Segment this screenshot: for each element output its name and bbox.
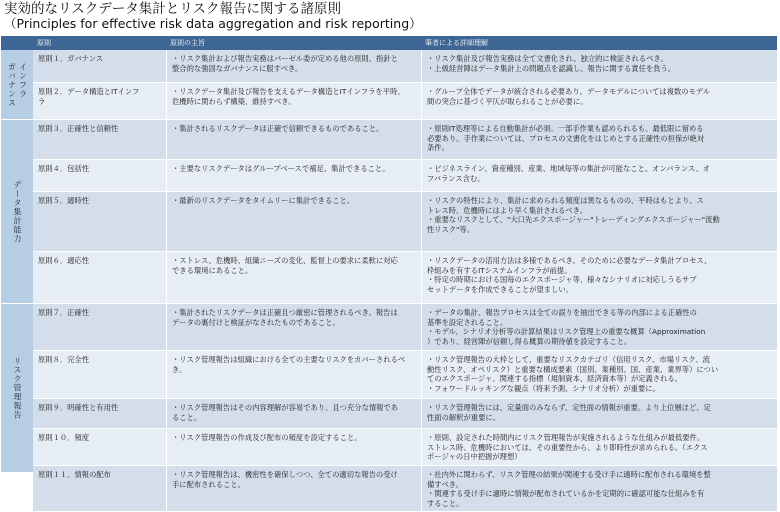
table-row — [33, 351, 777, 399]
header-summary: 原則の主旨 — [170, 39, 205, 47]
principle-cell: 原則８．完全性 — [38, 355, 90, 364]
notes-cell: ・原則IT処理等による自動集計が必須。一部手作業も認められるも、最低限に留める 必要あり。手作業については、プロセスの文書化をはじめとする正確性の担保が絶対 条件。 — [421, 120, 777, 159]
summary-cell: ・集計されたリスクデータは正確且つ厳密に管理されるべき。報告は データの裏付けと検証がなされたものであること。 — [166, 304, 421, 350]
header-notes: 筆者による詳細理解 — [425, 39, 488, 47]
principle-cell: 原則１１．情報の配布 — [38, 470, 111, 479]
notes-cell: ・リスク集計及び報告実務は全て文書化され、独立的に検証されるべき。 ・上級経営陣はデータ集計上の問題点を認識し、報告に関する責任を負う。 — [421, 50, 777, 82]
notes-cell: ・リスク管理報告には、定量面のみならず、定性面の情報が重要。より上位層ほど、定 性面の解釈が重要に。 — [421, 399, 777, 428]
group-label — [1, 180, 33, 243]
summary-cell: ・最新のリスクデータをタイムリーに集計できること。 — [166, 192, 421, 251]
notes-cell: ・社内外に関わらず、リスク管理の結果が関連する受け手に適時に配布される環境を整 備すべき。 ・関連する受け手に適時に情報が配布されているかを定期的に確認可能な仕組みを有 すること。 — [421, 466, 777, 511]
principle-cell: 原則６．適応性 — [38, 256, 90, 265]
table-header — [1, 36, 777, 50]
table-row — [33, 429, 777, 466]
summary-cell: ・リスクデータ集計及び報告を支えるデータ構造とITインフラを平時、 危機時に関わらず構築、維持すべき。 — [166, 83, 421, 119]
principle-cell: 原則１０．頻度 — [38, 433, 90, 442]
table-row — [33, 304, 777, 351]
summary-cell: ・ストレス、危機時、組織ニーズの変化、監督上の要求に柔軟に対応 できる環境にあること。 — [166, 252, 421, 303]
group-label-col: データ集計能力 — [13, 180, 22, 243]
summary-cell: ・主要なリスクデータはグループベースで補足、集計できること。 — [166, 160, 421, 191]
group-label-col: ガバナンス — [7, 62, 17, 107]
group-label — [1, 357, 33, 420]
table-row — [33, 50, 777, 83]
group-label-col: リスク管理報告 — [13, 356, 22, 420]
summary-cell: ・リスク管理報告はその内容理解が容易であり、且つ充分な情報であ ること。 — [166, 399, 421, 428]
summary-cell: ・集計されるリスクデータは正確で信頼できるものであること。 — [166, 120, 421, 159]
principle-cell: 原則９．明確性と有用性 — [38, 403, 119, 412]
group-label-col: インフラ — [18, 62, 28, 98]
principle-cell: 原則５．適時性 — [38, 196, 90, 205]
table-row — [33, 120, 777, 160]
notes-cell: ・リスクの特性により、集計に求められる頻度は異なるものの、平時はもとより、ス トレス時、危機時にはより早く集計されるべき。 ・重要なリスクとして、"大口先エクスポージャー"トレーディングエクスポージャー"流動 性リスク"等。 — [421, 192, 777, 251]
group-data-aggregation — [1, 120, 33, 304]
principle-cell: 原則４．包括性 — [38, 164, 90, 173]
notes-cell: ・リスクデータの活用方法は多様であるべき。そのために必要なデータ集計プロセス、 枠組みを有するITシステムインフラが前提。 ・特定の時期における国毎のエクスポージャ等、様々なシナリオに対応しうるサブ セットデータを作成できることが望ましい。 — [421, 252, 777, 303]
summary-cell: ・リスク管理報告は組織における全ての主要なリスクをカバーされるべ き。 — [166, 351, 421, 398]
page-title: 実効的なリスクデータ集計とリスク報告に関する諸原則 — [4, 1, 341, 17]
notes-cell: ・ビジネスライン、資産種別、産業、地域毎等の集計が可能なこと。オンバランス、オ フバランス含む。 — [421, 160, 777, 191]
principle-cell: 原則３．正確性と信頼性 — [38, 124, 119, 133]
principle-cell: 原則２．データ構造とITインフ ラ — [38, 87, 140, 106]
group-risk-reporting — [1, 304, 33, 473]
header-principle: 原則 — [37, 39, 51, 47]
group-governance-infra — [1, 50, 33, 120]
notes-cell: ・リスク管理報告の大枠として、重要なリスクカテゴリ（信用リスク、市場リスク、流 動性リスク、オペリスク）と重要な構成要素（国別、業種別、国、産業、業界等）につい てのエクスポージャ、関連する指標（規制資本、経済資本等）が定義される。 ・フォワードルッキングな観点（将来予測、シナリオ分析）が重要に。 — [421, 351, 777, 398]
notes-cell: ・グループ全体でデータが統合される必要あり。データモデルについては複数のモデル 間の突合に基づく平仄が取られることが必要に。 — [421, 83, 777, 119]
table-row — [33, 252, 777, 304]
table-row — [33, 83, 777, 120]
summary-cell: ・リスク管理報告は、機密性を確保しつつ、全ての適切な報告の受け 手に配布されること。 — [166, 466, 421, 511]
summary-cell: ・リスク集計および報告実務はバーゼル委が定める他の原則、指針と 整合的な強固なガバナンスに服すべき。 — [166, 50, 421, 82]
table-row — [33, 466, 777, 512]
table-row — [33, 399, 777, 429]
notes-cell: ・データの集計、報告プロセスは全ての誤りを抽出できる等の内部による正確性の 基準を設定されること。 ・モデル、シナリオ分析等の計算結果はリスク管理上の重要な概算（Approximation ）であり、経営陣が信頼し得る概算の期待値を設定すること。 — [421, 304, 777, 350]
group-label — [1, 62, 33, 107]
principle-cell: 原則７．正確性 — [38, 308, 90, 317]
table-row — [33, 160, 777, 192]
page-subtitle: （Principles for effective risk data aggregation and risk reporting） — [4, 16, 422, 31]
principle-cell: 原則１．ガバナンス — [38, 54, 104, 63]
summary-cell: ・リスク管理報告の作成及び配布の頻度を設定すること。 — [166, 429, 421, 465]
table-row — [33, 192, 777, 252]
principles-table — [1, 36, 777, 508]
notes-cell: ・原則、設定された時間内にリスク管理報告が実施されるような仕組みが最低要件。 ストレス時、危機時においては、その重要性から、より即時性が求められる。（エクス ポージャの日中把握が理想） — [421, 429, 777, 465]
